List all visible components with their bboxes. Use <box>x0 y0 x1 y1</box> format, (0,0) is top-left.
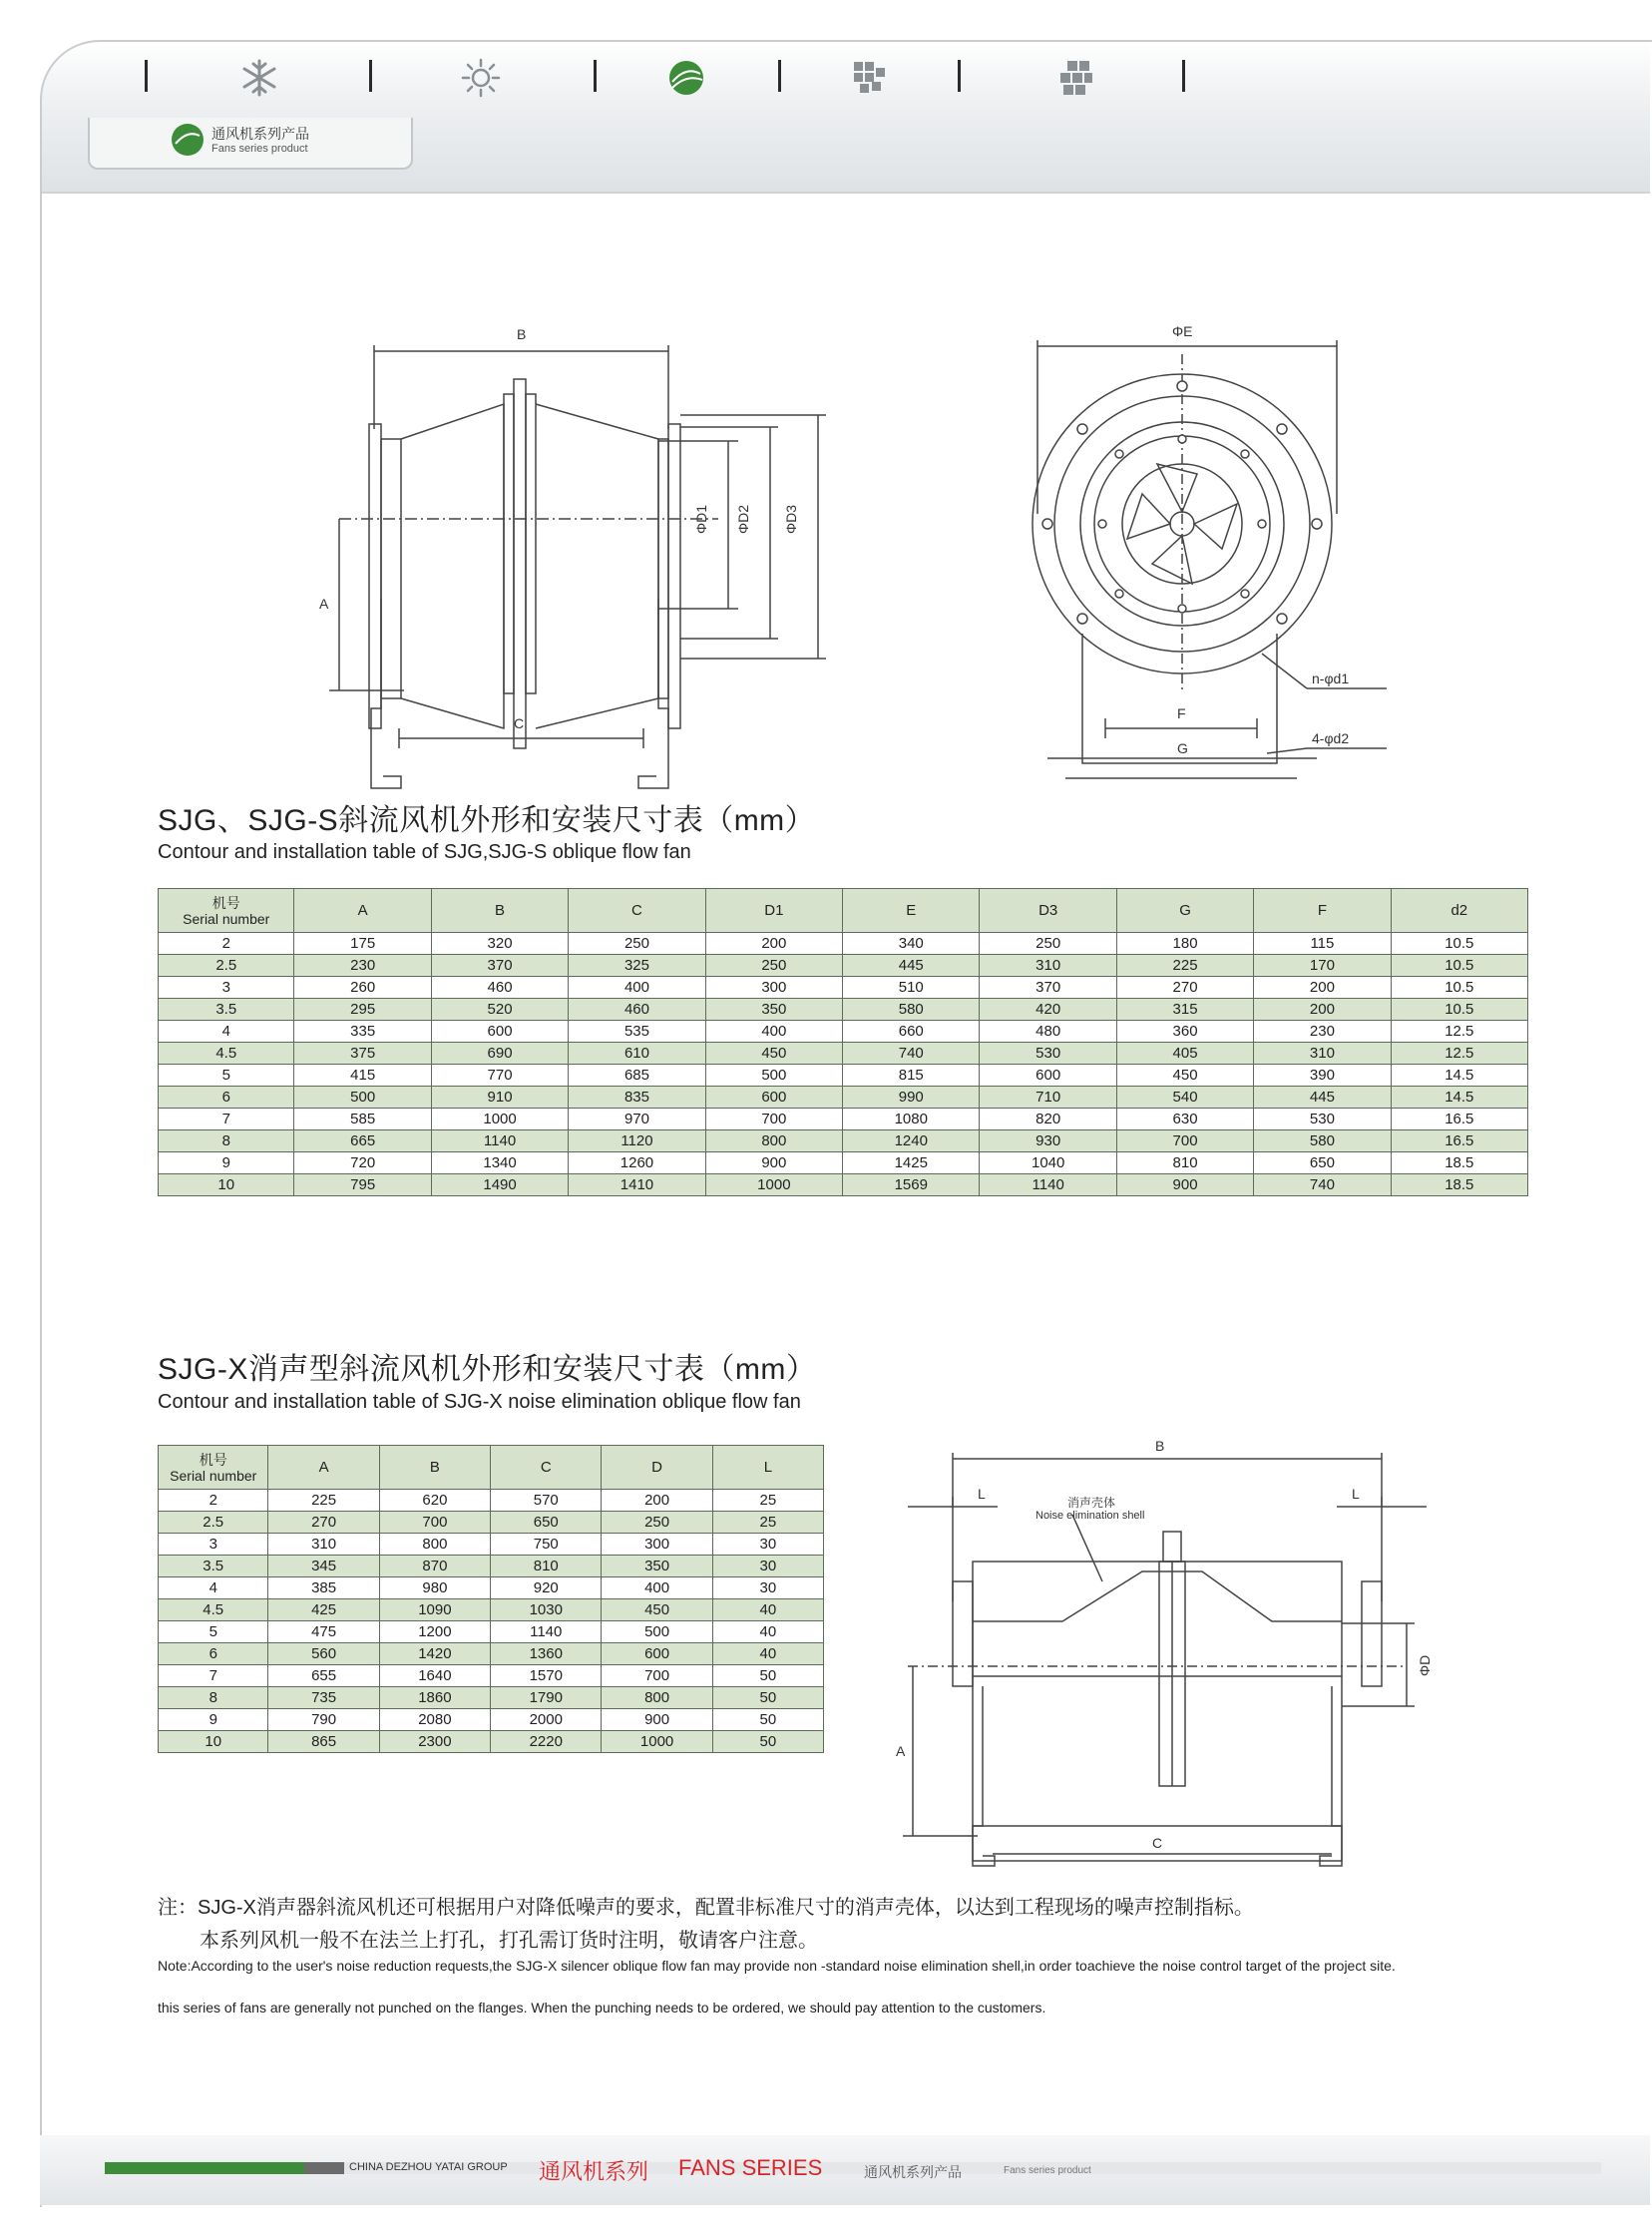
table-cell: 1410 <box>569 1174 705 1196</box>
table-cell: 870 <box>379 1556 490 1577</box>
table-cell: 40 <box>712 1621 823 1643</box>
table-cell: 700 <box>379 1512 490 1534</box>
table-cell: 10.5 <box>1391 955 1527 977</box>
dim-label-g: G <box>1177 740 1188 756</box>
table-cell: 50 <box>712 1687 823 1709</box>
table-cell: 385 <box>268 1577 379 1599</box>
table-cell: 600 <box>602 1643 712 1665</box>
table-cell: 1040 <box>980 1152 1116 1174</box>
table-cell: 390 <box>1254 1065 1391 1087</box>
serial-number-cell: 4 <box>159 1021 294 1043</box>
table-cell: 1140 <box>431 1130 568 1152</box>
dim-label-l-right: L <box>1352 1486 1360 1502</box>
table-cell: 295 <box>294 999 431 1021</box>
table-cell: 335 <box>294 1021 431 1043</box>
table-cell: 600 <box>705 1087 842 1109</box>
column-header: A <box>268 1446 379 1490</box>
table-cell: 115 <box>1254 933 1391 955</box>
table-cell: 910 <box>431 1087 568 1109</box>
table-cell: 1080 <box>843 1109 980 1130</box>
table-cell: 460 <box>569 999 705 1021</box>
table-row <box>159 1665 824 1687</box>
table-cell: 345 <box>268 1556 379 1577</box>
table-cell: 400 <box>602 1577 712 1599</box>
serial-number-cell: 7 <box>159 1665 268 1687</box>
table-row <box>159 1621 824 1643</box>
table-cell: 225 <box>1116 955 1253 977</box>
table-cell: 700 <box>705 1109 842 1130</box>
snowflake-icon <box>239 58 279 98</box>
table-cell: 520 <box>431 999 568 1021</box>
table-cell: 2000 <box>491 1709 602 1731</box>
fan-front-view-diagram <box>1008 314 1407 783</box>
shell-label-en: Noise elimination shell <box>1035 1510 1145 1522</box>
table-cell: 1000 <box>602 1731 712 1753</box>
serial-number-header: 机号 Serial number <box>159 1446 268 1490</box>
table-cell: 990 <box>843 1087 980 1109</box>
serial-number-cell: 3 <box>159 977 294 999</box>
table-cell: 415 <box>294 1065 431 1087</box>
table-cell: 650 <box>491 1512 602 1534</box>
brand-title: 通风机系列产品 <box>211 126 309 142</box>
column-header: C <box>491 1446 602 1490</box>
dim-label-d1: ΦD1 <box>693 504 709 534</box>
table-cell: 12.5 <box>1391 1021 1527 1043</box>
table-row <box>159 1065 1528 1087</box>
table-cell: 1240 <box>843 1130 980 1152</box>
table-cell: 30 <box>712 1534 823 1556</box>
table-cell: 320 <box>431 933 568 955</box>
dim-label-n-d1: n-φd1 <box>1312 671 1350 686</box>
table-cell: 40 <box>712 1599 823 1621</box>
table-cell: 795 <box>294 1174 431 1196</box>
dim-label-d2: ΦD2 <box>735 504 751 534</box>
serial-number-header: 机号 Serial number <box>159 889 294 933</box>
table-cell: 580 <box>843 999 980 1021</box>
table-cell: 660 <box>843 1021 980 1043</box>
serial-number-cell: 2 <box>159 933 294 955</box>
table-cell: 700 <box>1116 1130 1253 1152</box>
column-header: E <box>843 889 980 933</box>
table-row <box>159 1109 1528 1130</box>
table-row <box>159 1152 1528 1174</box>
table-cell: 18.5 <box>1391 1174 1527 1196</box>
dim-label-c: C <box>514 715 525 731</box>
table-cell: 230 <box>294 955 431 977</box>
serial-number-cell: 4.5 <box>159 1043 294 1065</box>
table-cell: 530 <box>1254 1109 1391 1130</box>
table-cell: 980 <box>379 1577 490 1599</box>
table-row <box>159 1174 1528 1196</box>
table-cell: 535 <box>569 1021 705 1043</box>
table-row <box>159 1709 824 1731</box>
table-row <box>159 1687 824 1709</box>
table-row <box>159 1534 824 1556</box>
dim-label-b: B <box>517 326 527 342</box>
table-cell: 790 <box>268 1709 379 1731</box>
table-cell: 500 <box>294 1087 431 1109</box>
table-row <box>159 1556 824 1577</box>
table-cell: 930 <box>980 1130 1116 1152</box>
table-row <box>159 1490 824 1512</box>
table-cell: 270 <box>268 1512 379 1534</box>
serial-number-cell: 6 <box>159 1643 268 1665</box>
header-separator <box>145 60 148 92</box>
table-cell: 400 <box>569 977 705 999</box>
footer-product-cn: 通风机系列产品 <box>864 2164 962 2180</box>
table-cell: 475 <box>268 1621 379 1643</box>
table-cell: 1120 <box>569 1130 705 1152</box>
table-cell: 350 <box>602 1556 712 1577</box>
table-cell: 50 <box>712 1665 823 1687</box>
table-row <box>159 1043 1528 1065</box>
serial-number-cell: 2 <box>159 1490 268 1512</box>
table-cell: 1000 <box>431 1109 568 1130</box>
table-cell: 1569 <box>843 1174 980 1196</box>
column-header: A <box>294 889 431 933</box>
table-cell: 1200 <box>379 1621 490 1643</box>
note-cn-line2: 本系列风机一般不在法兰上打孔，打孔需订货时注明，敬请客户注意。 <box>200 1930 818 1952</box>
leaf-globe-icon <box>666 58 706 98</box>
column-header: L <box>712 1446 823 1490</box>
dim-label-a: A <box>896 1743 906 1759</box>
table-cell: 600 <box>980 1065 1116 1087</box>
table-cell: 665 <box>294 1130 431 1152</box>
table-cell: 480 <box>980 1021 1116 1043</box>
table-cell: 1090 <box>379 1599 490 1621</box>
table-cell: 1420 <box>379 1643 490 1665</box>
footer-company: CHINA DEZHOU YATAI GROUP <box>349 2161 508 2173</box>
serial-number-cell: 2.5 <box>159 1512 268 1534</box>
serial-number-cell: 3.5 <box>159 999 294 1021</box>
table-cell: 1140 <box>980 1174 1116 1196</box>
table-cell: 700 <box>602 1665 712 1687</box>
table-cell: 2300 <box>379 1731 490 1753</box>
table-row <box>159 1087 1528 1109</box>
table1-subtitle: Contour and installation table of SJG,SJG-S oblique flow fan <box>158 841 691 863</box>
table-row <box>159 1643 824 1665</box>
table-cell: 1260 <box>569 1152 705 1174</box>
table-cell: 370 <box>431 955 568 977</box>
table-cell: 1030 <box>491 1599 602 1621</box>
table-cell: 360 <box>1116 1021 1253 1043</box>
serial-number-cell: 3 <box>159 1534 268 1556</box>
serial-number-cell: 8 <box>159 1130 294 1152</box>
serial-number-cell: 4.5 <box>159 1599 268 1621</box>
table-cell: 300 <box>705 977 842 999</box>
table-cell: 25 <box>712 1490 823 1512</box>
note-cn-line1: 注：SJG-X消声器斜流风机还可根据用户对降低噪声的要求，配置非标准尺寸的消声壳体，以达到工程现场的噪声控制指标。 <box>158 1897 1254 1919</box>
table-cell: 500 <box>602 1621 712 1643</box>
table-cell: 1790 <box>491 1687 602 1709</box>
table-cell: 270 <box>1116 977 1253 999</box>
column-header: F <box>1254 889 1391 933</box>
table-cell: 370 <box>980 977 1116 999</box>
table-cell: 1340 <box>431 1152 568 1174</box>
table-cell: 1570 <box>491 1665 602 1687</box>
table-cell: 16.5 <box>1391 1109 1527 1130</box>
tile-grid-icon <box>1055 58 1095 98</box>
table-cell: 570 <box>491 1490 602 1512</box>
serial-number-cell: 10 <box>159 1174 294 1196</box>
table-row <box>159 1021 1528 1043</box>
table-cell: 230 <box>1254 1021 1391 1043</box>
serial-number-cell: 4 <box>159 1577 268 1599</box>
serial-number-cell: 6 <box>159 1087 294 1109</box>
header-separator <box>594 60 597 92</box>
table-cell: 810 <box>1116 1152 1253 1174</box>
note-en-line2: this series of fans are generally not punched on the flanges. When the punching needs to be ordered, we should pay attention to the customers. <box>158 2000 1046 2016</box>
table-cell: 500 <box>705 1065 842 1087</box>
table-cell: 405 <box>1116 1043 1253 1065</box>
dim-label-4-d2: 4-φd2 <box>1312 730 1350 746</box>
dim-label-a: A <box>319 596 329 612</box>
serial-number-cell: 9 <box>159 1709 268 1731</box>
table-cell: 460 <box>431 977 568 999</box>
table-cell: 585 <box>294 1109 431 1130</box>
table-cell: 420 <box>980 999 1116 1021</box>
table-cell: 865 <box>268 1731 379 1753</box>
table-row <box>159 999 1528 1021</box>
table-cell: 200 <box>1254 999 1391 1021</box>
table-row <box>159 933 1528 955</box>
shell-label-cn: 消声壳体 <box>1067 1496 1116 1510</box>
header-separator <box>369 60 372 92</box>
table-cell: 180 <box>1116 933 1253 955</box>
table-row <box>159 1130 1528 1152</box>
table-cell: 815 <box>843 1065 980 1087</box>
table-cell: 450 <box>1116 1065 1253 1087</box>
table-cell: 340 <box>843 933 980 955</box>
table-cell: 580 <box>1254 1130 1391 1152</box>
table-row <box>159 955 1528 977</box>
table-cell: 685 <box>569 1065 705 1087</box>
table-cell: 900 <box>602 1709 712 1731</box>
table-cell: 620 <box>379 1490 490 1512</box>
table-cell: 310 <box>1254 1043 1391 1065</box>
table-cell: 750 <box>491 1534 602 1556</box>
diamond-grid-icon <box>850 58 890 98</box>
table-cell: 1860 <box>379 1687 490 1709</box>
table-cell: 250 <box>569 933 705 955</box>
table-cell: 25 <box>712 1512 823 1534</box>
serial-number-cell: 3.5 <box>159 1556 268 1577</box>
table1-title: SJG、SJG-S斜流风机外形和安装尺寸表（mm） <box>158 804 816 837</box>
table-cell: 310 <box>268 1534 379 1556</box>
table-row <box>159 1512 824 1534</box>
table-cell: 425 <box>268 1599 379 1621</box>
header-separator <box>778 60 781 92</box>
table-cell: 10.5 <box>1391 977 1527 999</box>
table-cell: 250 <box>602 1512 712 1534</box>
table-cell: 540 <box>1116 1087 1253 1109</box>
table-cell: 655 <box>268 1665 379 1687</box>
table-cell: 300 <box>602 1534 712 1556</box>
table-cell: 970 <box>569 1109 705 1130</box>
footer-product-en: Fans series product <box>1004 2165 1091 2176</box>
table-cell: 14.5 <box>1391 1065 1527 1087</box>
dim-label-l-left: L <box>978 1486 986 1502</box>
table-cell: 325 <box>569 955 705 977</box>
table-cell: 12.5 <box>1391 1043 1527 1065</box>
serial-number-cell: 5 <box>159 1065 294 1087</box>
table-cell: 14.5 <box>1391 1087 1527 1109</box>
table-cell: 900 <box>705 1152 842 1174</box>
table-cell: 510 <box>843 977 980 999</box>
table-cell: 40 <box>712 1643 823 1665</box>
table-cell: 50 <box>712 1731 823 1753</box>
table-cell: 1360 <box>491 1643 602 1665</box>
table-row <box>159 1599 824 1621</box>
table-cell: 30 <box>712 1577 823 1599</box>
brand-subtitle: Fans series product <box>211 143 308 155</box>
table-cell: 225 <box>268 1490 379 1512</box>
table-cell: 260 <box>294 977 431 999</box>
header-separator <box>1182 60 1185 92</box>
table-cell: 560 <box>268 1643 379 1665</box>
table-cell: 1000 <box>705 1174 842 1196</box>
sjg-dimension-table <box>158 888 1528 1196</box>
table-cell: 450 <box>602 1599 712 1621</box>
table-cell: 375 <box>294 1043 431 1065</box>
footer-series-en: FANS SERIES <box>678 2155 823 2180</box>
column-header: d2 <box>1391 889 1527 933</box>
serial-number-cell: 9 <box>159 1152 294 1174</box>
column-header: D <box>602 1446 712 1490</box>
table-cell: 740 <box>1254 1174 1391 1196</box>
table-cell: 1640 <box>379 1665 490 1687</box>
table-cell: 710 <box>980 1087 1116 1109</box>
column-header: D3 <box>980 889 1116 933</box>
table-cell: 630 <box>1116 1109 1253 1130</box>
serial-number-cell: 7 <box>159 1109 294 1130</box>
table-cell: 445 <box>1254 1087 1391 1109</box>
column-header: B <box>379 1446 490 1490</box>
table-row <box>159 977 1528 999</box>
brand-logo-icon <box>168 120 207 165</box>
table-cell: 200 <box>705 933 842 955</box>
table-cell: 10.5 <box>1391 933 1527 955</box>
table-cell: 690 <box>431 1043 568 1065</box>
serial-number-cell: 2.5 <box>159 955 294 977</box>
dim-label-d: ΦD <box>1417 1654 1433 1676</box>
table-cell: 820 <box>980 1109 1116 1130</box>
table-cell: 10.5 <box>1391 999 1527 1021</box>
table-cell: 30 <box>712 1556 823 1577</box>
column-header: D1 <box>705 889 842 933</box>
table-cell: 800 <box>379 1534 490 1556</box>
note-en-line1: Note:According to the user's noise reduction requests,the SJG-X silencer oblique flow fan may provide non -standard noise elimination shell,in order toachieve the noise control target of the project site. <box>158 1958 1396 1974</box>
table-cell: 740 <box>843 1043 980 1065</box>
brand-tab <box>88 118 413 170</box>
fan-side-view-diagram <box>299 309 858 758</box>
table-cell: 50 <box>712 1709 823 1731</box>
table-cell: 920 <box>491 1577 602 1599</box>
footer-accent-green <box>105 2162 304 2174</box>
column-header: C <box>569 889 705 933</box>
table-cell: 400 <box>705 1021 842 1043</box>
table-cell: 800 <box>705 1130 842 1152</box>
table-cell: 770 <box>431 1065 568 1087</box>
table-cell: 900 <box>1116 1174 1253 1196</box>
table-cell: 600 <box>431 1021 568 1043</box>
sun-icon <box>461 58 501 98</box>
column-header: B <box>431 889 568 933</box>
table-cell: 2220 <box>491 1731 602 1753</box>
table-cell: 16.5 <box>1391 1130 1527 1152</box>
dim-label-d3: ΦD3 <box>783 504 799 534</box>
table-cell: 800 <box>602 1687 712 1709</box>
table2-title: SJG-X消声型斜流风机外形和安装尺寸表（mm） <box>158 1353 817 1386</box>
dim-label-e: ΦE <box>1172 323 1193 339</box>
sjg-x-dimension-table <box>158 1445 824 1753</box>
table-cell: 170 <box>1254 955 1391 977</box>
table-cell: 200 <box>1254 977 1391 999</box>
table-cell: 1425 <box>843 1152 980 1174</box>
dim-label-f: F <box>1177 705 1186 721</box>
table-cell: 835 <box>569 1087 705 1109</box>
column-header: G <box>1116 889 1253 933</box>
table-cell: 1140 <box>491 1621 602 1643</box>
table2-subtitle: Contour and installation table of SJG-X noise elimination oblique flow fan <box>158 1391 801 1413</box>
footer-accent-grey <box>304 2162 344 2174</box>
table-cell: 810 <box>491 1556 602 1577</box>
footer-series-cn: 通风机系列 <box>539 2160 649 2185</box>
table-row <box>159 1731 824 1753</box>
table-cell: 735 <box>268 1687 379 1709</box>
table-cell: 530 <box>980 1043 1116 1065</box>
serial-number-cell: 8 <box>159 1687 268 1709</box>
table-cell: 310 <box>980 955 1116 977</box>
header-separator <box>958 60 961 92</box>
table-row <box>159 1577 824 1599</box>
serial-number-cell: 5 <box>159 1621 268 1643</box>
table-cell: 2080 <box>379 1709 490 1731</box>
table-cell: 175 <box>294 933 431 955</box>
table-cell: 18.5 <box>1391 1152 1527 1174</box>
table-cell: 445 <box>843 955 980 977</box>
table-cell: 250 <box>705 955 842 977</box>
table-cell: 450 <box>705 1043 842 1065</box>
table-cell: 610 <box>569 1043 705 1065</box>
table-cell: 200 <box>602 1490 712 1512</box>
table-cell: 250 <box>980 933 1116 955</box>
table-cell: 650 <box>1254 1152 1391 1174</box>
silencer-fan-diagram <box>888 1437 1433 1876</box>
table-cell: 720 <box>294 1152 431 1174</box>
table-cell: 350 <box>705 999 842 1021</box>
table-cell: 315 <box>1116 999 1253 1021</box>
table-cell: 1490 <box>431 1174 568 1196</box>
serial-number-cell: 10 <box>159 1731 268 1753</box>
dim-label-c: C <box>1152 1835 1163 1851</box>
dim-label-b: B <box>1155 1438 1165 1454</box>
